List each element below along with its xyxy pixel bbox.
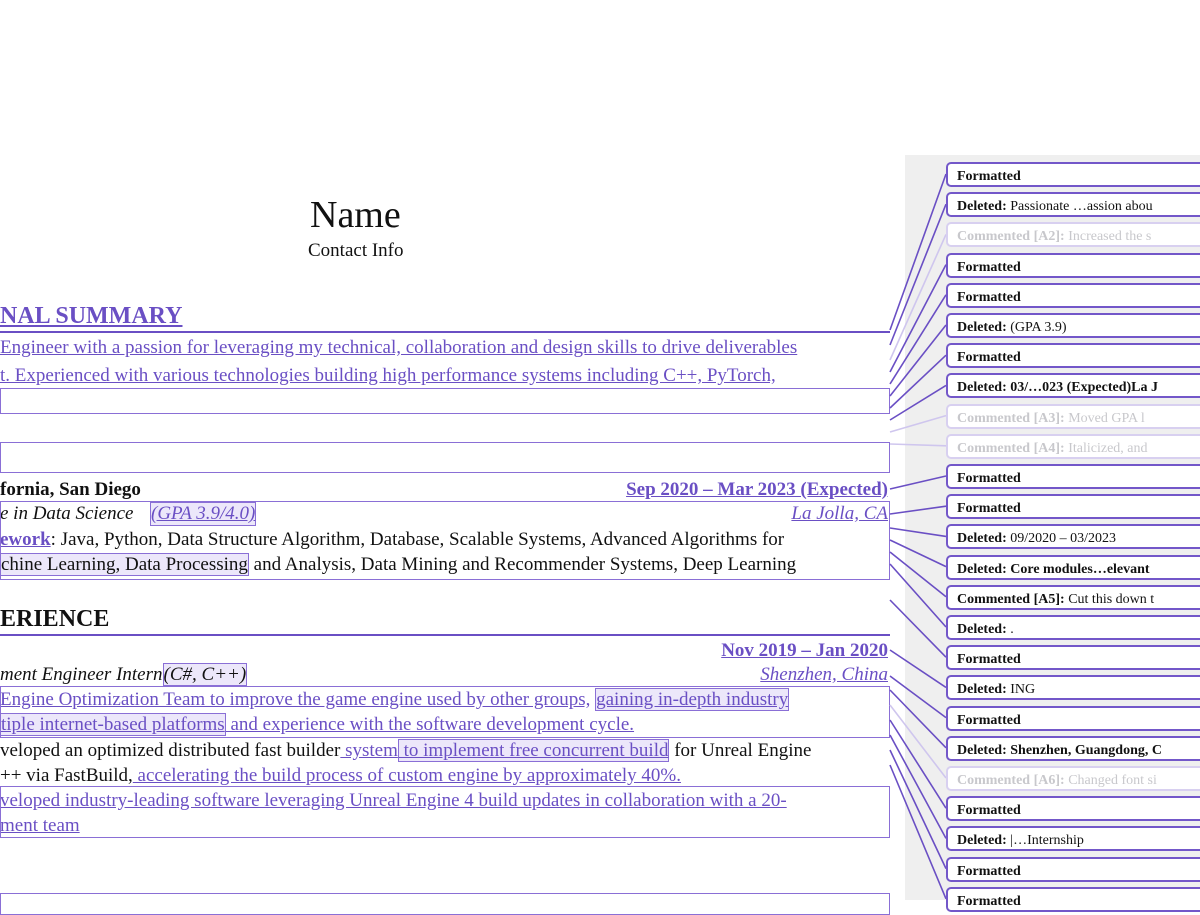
comment-type: Deleted: Shenzhen, Guangdong, C: [957, 742, 1162, 758]
comment-type: Formatted: [957, 350, 1021, 366]
comment-type: Formatted: [957, 893, 1021, 909]
bullet-2-part-f: accelerating the build process of custom engine by approximately 40%.: [132, 765, 681, 786]
comment-type: Formatted: [957, 712, 1021, 728]
connector-line: [890, 528, 946, 536]
bullet-3-line-2: ment team: [0, 815, 80, 836]
comment-type: Formatted: [957, 471, 1021, 486]
comment-text: Changed font si: [1064, 773, 1157, 788]
gpa: (GPA 3.9/4.0): [151, 503, 256, 524]
comment-type: Formatted: [957, 803, 1021, 819]
comment-balloon[interactable]: [946, 494, 1200, 519]
comment-balloon[interactable]: [946, 192, 1200, 217]
comment-balloon[interactable]: [946, 736, 1200, 761]
bullet-1-part-d: and experience with the software development cycle.: [225, 714, 635, 735]
degree: e in Data Science: [0, 503, 134, 524]
comment-text: Italicized, and: [1064, 440, 1148, 456]
coursework-label: ework: [0, 529, 51, 550]
connector-line: [890, 385, 946, 420]
school-name: fornia, San Diego: [0, 479, 141, 500]
experience-location: Shenzhen, China: [760, 664, 888, 685]
comment-type: Formatted: [957, 652, 1021, 668]
bullet-3-line-1: veloped industry-leading software leveraging Unreal Engine 4 build updates in collaboration with a 20-: [0, 790, 787, 811]
comment-type: Commented [A2]:: [957, 229, 1065, 245]
comment-balloon[interactable]: [946, 796, 1200, 821]
comment-type: Formatted: [957, 289, 1021, 305]
summary-line-1: Engineer with a passion for leveraging my technical, collaboration and design skills to drive deliverables: [0, 337, 798, 358]
comment-type: Deleted:: [957, 320, 1007, 335]
connector-line: [890, 600, 946, 657]
comment-type: Deleted:: [957, 682, 1007, 698]
comment-type: Formatted: [957, 501, 1021, 517]
summary-line-2: t. Experienced with various technologies building high performance systems including C++, PyTorch,: [0, 365, 776, 386]
resume-name: Name: [310, 194, 401, 236]
summary-heading: NAL SUMMARY: [0, 303, 183, 329]
comment-balloon[interactable]: [946, 222, 1200, 247]
connector-line: [890, 476, 946, 489]
comment-text: 09/2020 – 03/2023: [1006, 531, 1117, 547]
comment-balloon[interactable]: [946, 675, 1200, 700]
comment-balloon[interactable]: [946, 585, 1200, 610]
connector-line: [890, 506, 946, 514]
comment-type: Commented [A6]:: [957, 773, 1065, 788]
contact-info: Contact Info: [308, 240, 404, 261]
bullet-2-part-d: for Unreal Engine: [669, 740, 812, 761]
role-tech: (C#, C++): [163, 664, 247, 685]
connector-line: [890, 720, 946, 808]
comment-balloon[interactable]: [946, 826, 1200, 851]
comment-balloon[interactable]: [946, 555, 1200, 580]
comment-balloon[interactable]: [946, 706, 1200, 731]
bullet-1-part-b: gaining in-depth industry: [596, 689, 789, 710]
bullet-2-part-c: to implement free concurrent build: [398, 740, 669, 761]
comment-balloon[interactable]: [946, 253, 1200, 278]
comment-type: Deleted:: [957, 531, 1007, 547]
connector-line: [890, 416, 946, 432]
comment-type: Commented [A3]:: [957, 410, 1065, 426]
comment-balloon[interactable]: [946, 887, 1200, 912]
education-dates: Sep 2020 – Mar 2023 (Expected): [626, 479, 888, 500]
coursework-highlight: chine Learning, Data Processing: [1, 554, 248, 575]
comment-balloon[interactable]: [946, 404, 1200, 429]
comment-type: Deleted: Core modules…elevant: [957, 561, 1150, 577]
education-location: La Jolla, CA: [791, 503, 888, 524]
connector-line: [890, 355, 946, 408]
comment-balloon[interactable]: [946, 162, 1200, 187]
comment-text: (GPA 3.9): [1006, 320, 1067, 335]
bullet-1-part-c: tiple internet-based platforms: [1, 714, 225, 735]
comment-balloon[interactable]: [946, 343, 1200, 368]
comment-balloon[interactable]: [946, 645, 1200, 670]
bullet-1-part-a: Engine Optimization Team to improve the game engine used by other groups,: [0, 689, 591, 710]
comment-text: |…Internship: [1006, 833, 1084, 849]
coursework-text-2: and Analysis, Data Mining and Recommender Systems, Deep Learning: [248, 554, 797, 575]
comment-type: Commented [A5]:: [957, 591, 1065, 607]
connector-line: [890, 444, 946, 446]
comment-balloon[interactable]: [946, 464, 1200, 489]
comment-balloon[interactable]: [946, 615, 1200, 640]
comment-balloon[interactable]: [946, 313, 1200, 338]
bullet-2-part-b: system: [340, 740, 398, 761]
connector-line: [890, 540, 946, 567]
comment-balloon[interactable]: [946, 373, 1200, 398]
comment-type: Commented [A4]:: [957, 440, 1065, 456]
comment-type: Deleted: 03/…023 (Expected)La J: [957, 380, 1159, 396]
comment-text: ING: [1006, 682, 1036, 698]
comment-type: Formatted: [957, 169, 1021, 184]
comment-text: Moved GPA l: [1064, 410, 1145, 426]
experience-dates: Nov 2019 – Jan 2020: [721, 640, 888, 661]
comment-text: Passionate …assion abou: [1006, 199, 1153, 215]
comment-type: Deleted:: [957, 833, 1007, 849]
comment-balloon[interactable]: [946, 857, 1200, 882]
comment-type: Deleted:: [957, 199, 1007, 215]
comment-balloon[interactable]: [946, 283, 1200, 308]
comment-text: Cut this down t: [1064, 591, 1155, 607]
coursework-text-1: : Java, Python, Data Structure Algorithm, Database, Scalable Systems, Advanced Algorithms for: [50, 529, 785, 550]
comment-balloon[interactable]: [946, 434, 1200, 459]
bullet-2-part-a: veloped an optimized distributed fast builder: [0, 740, 341, 761]
comment-balloon[interactable]: [946, 766, 1200, 791]
comment-balloon[interactable]: [946, 524, 1200, 549]
comment-type: Formatted: [957, 863, 1021, 879]
connector-line: [890, 690, 946, 748]
bullet-2-part-e: ++ via FastBuild,: [0, 765, 133, 786]
comment-text: .: [1006, 622, 1014, 637]
comment-type: Deleted:: [957, 622, 1007, 637]
connector-line: [890, 204, 946, 345]
role-title: ment Engineer Intern: [0, 664, 163, 685]
comment-text: Increased the s: [1064, 229, 1152, 245]
comment-type: Formatted: [957, 259, 1021, 275]
connector-line: [890, 265, 946, 372]
connector-line: [890, 325, 946, 396]
experience-heading: ERIENCE: [0, 606, 110, 632]
